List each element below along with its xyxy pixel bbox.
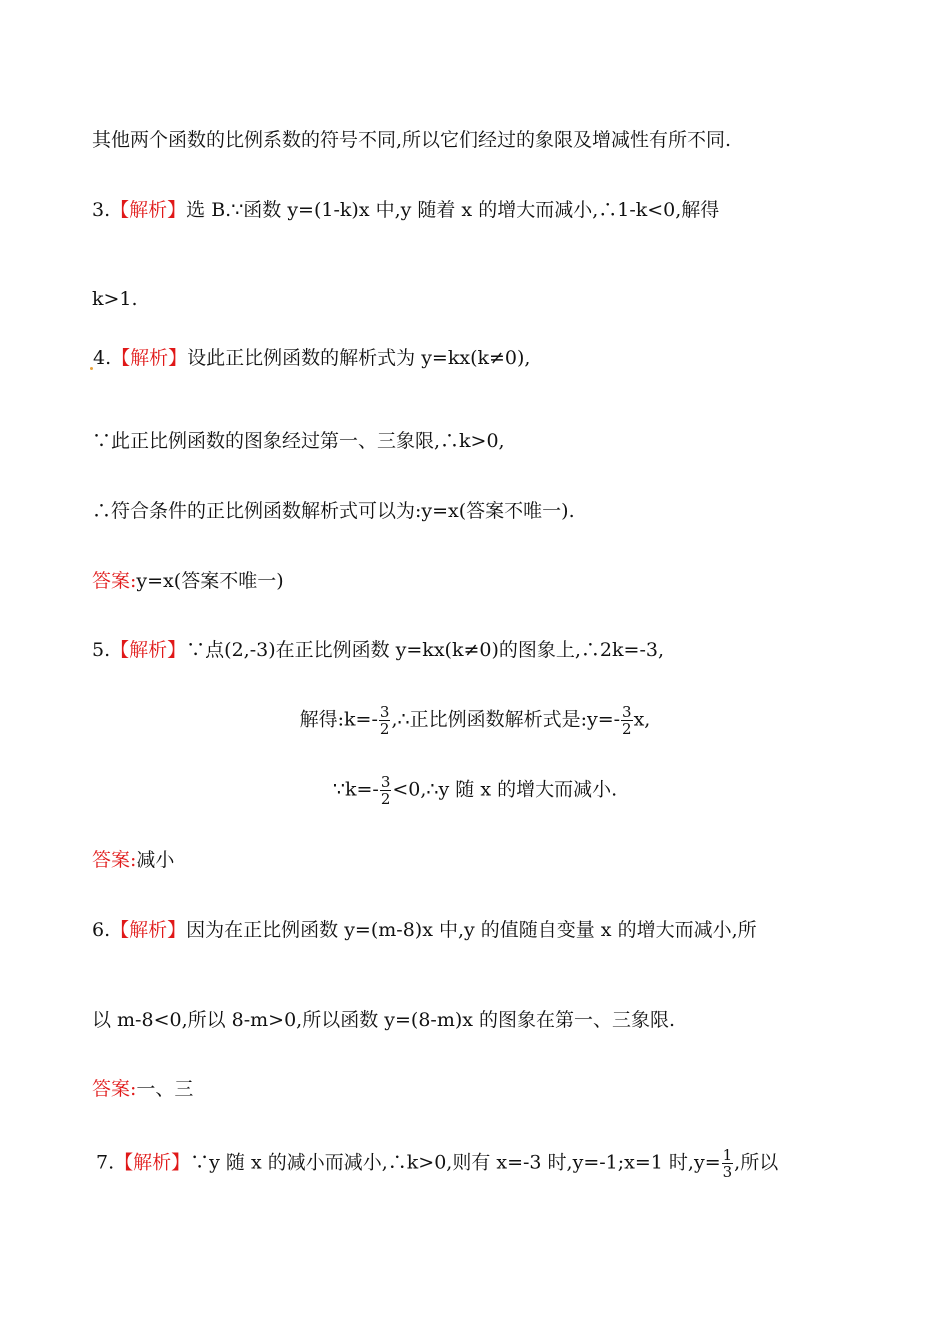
analysis-tag: 【解析】 [110, 199, 187, 221]
answer-4 [92, 569, 284, 593]
question-text: 设此正比例函数的解析式为 y=kx(k≠0), [187, 347, 531, 369]
question-text: ,所以 [734, 1151, 779, 1174]
question-6-continued: 以 m-8<0,所以 8-m>0,所以函数 y=(8-m)x 的图象在第一、三象限. [92, 1009, 676, 1031]
equation-part: x, [633, 708, 651, 731]
question-5-centered-1 [0, 704, 950, 737]
fraction-three-halves [380, 774, 392, 807]
answer-text: 一、三 [136, 1078, 194, 1100]
analysis-tag: 【解析】 [110, 919, 187, 941]
answer-label: 答案: [92, 849, 137, 871]
question-text: ∵y 随 x 的减小而减小,∴k>0,则有 x=-3 时,y=-1;x=1 时,y= [190, 1151, 721, 1174]
answer-5 [92, 848, 174, 872]
question-3-continued: k>1. [92, 288, 138, 310]
fraction-denominator: 2 [622, 720, 632, 738]
question-number: 4. [93, 347, 112, 369]
fraction-denominator: 2 [380, 790, 391, 808]
question-number: 3. [92, 199, 111, 221]
answer-label: 答案: [92, 570, 137, 592]
question-text: 因为在正比例函数 y=(m-8)x 中,y 的值随自变量 x 的增大而减小,所 [186, 919, 757, 941]
analysis-tag: 【解析】 [111, 347, 188, 369]
analysis-tag: 【解析】 [110, 639, 187, 661]
question-text: 选 B.∵函数 y=(1-k)x 中,y 随着 x 的增大而减小,∴1-k<0,解得 [186, 199, 720, 221]
answer-text: y=x(答案不唯一) [136, 570, 284, 592]
answer-6 [92, 1077, 193, 1101]
question-7 [96, 1147, 778, 1180]
question-number: 5. [92, 639, 111, 661]
fraction-three-halves [379, 704, 391, 737]
question-4-line-3: ∴符合条件的正比例函数解析式可以为:y=x(答案不唯一). [92, 500, 575, 522]
question-4 [92, 346, 530, 370]
question-number: 6. [92, 919, 111, 941]
analysis-tag: 【解析】 [114, 1151, 191, 1174]
equation-part: ∵k=- [332, 778, 379, 801]
equation-part: <0,∴y 随 x 的增大而减小. [392, 778, 618, 801]
fraction-numerator: 3 [622, 703, 632, 721]
question-text: ∵点(2,-3)在正比例函数 y=kx(k≠0)的图象上,∴2k=-3, [186, 639, 664, 661]
question-4-line-2: ∵此正比例函数的图象经过第一、三象限,∴k>0, [92, 430, 505, 452]
question-6 [92, 918, 757, 942]
fraction-numerator: 3 [380, 773, 391, 791]
answer-text: 减小 [136, 849, 175, 871]
equation-part: ,∴正比例函数解析式是:y=- [391, 708, 621, 731]
fraction-three-halves [621, 704, 633, 737]
fraction-denominator: 3 [722, 1163, 733, 1181]
text-line-1: 其他两个函数的比例系数的符号不同,所以它们经过的象限及增减性有所不同. [92, 129, 732, 151]
question-3 [92, 198, 719, 222]
fraction-numerator: 3 [379, 703, 390, 721]
fraction-denominator: 2 [379, 720, 390, 738]
answer-label: 答案: [92, 1078, 137, 1100]
question-number: 7. [96, 1151, 115, 1174]
equation-part: 解得:k=- [299, 708, 378, 731]
question-5-centered-2 [0, 774, 950, 807]
fraction-one-third [722, 1147, 734, 1180]
fraction-numerator: 1 [722, 1146, 733, 1164]
question-5 [92, 638, 664, 662]
